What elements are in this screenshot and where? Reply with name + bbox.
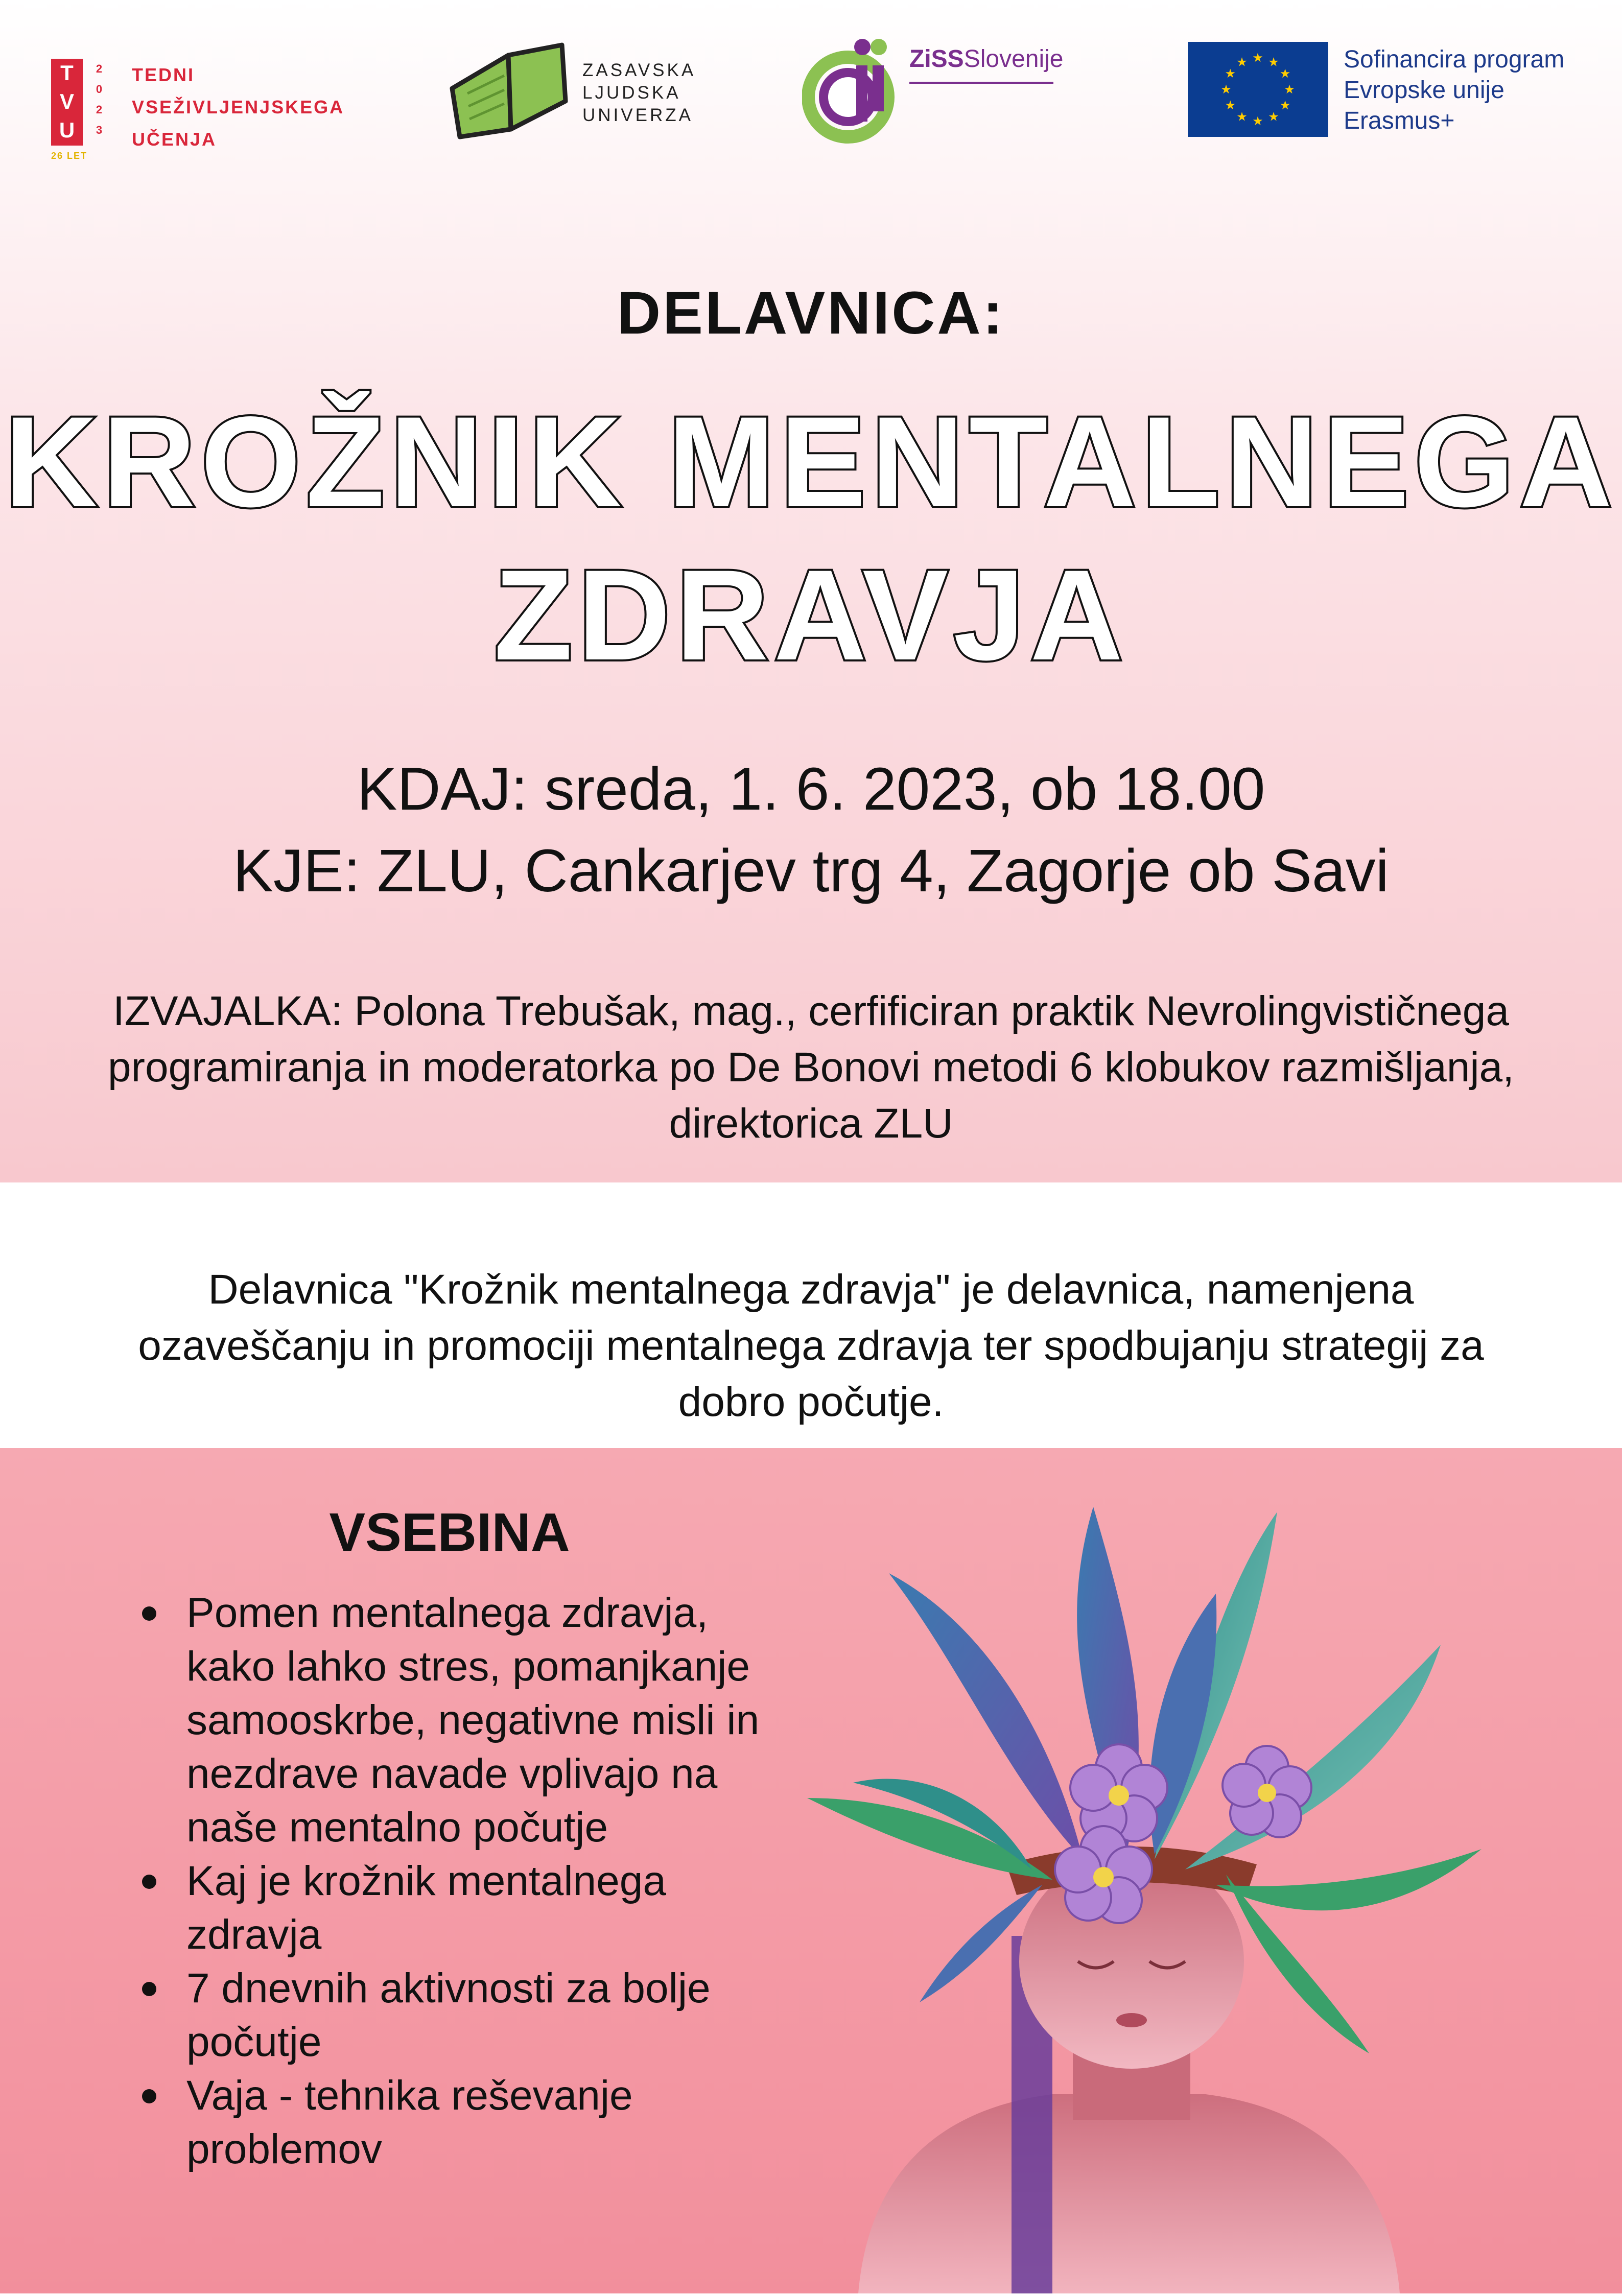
list-item: Kaj je krožnik mentalnega zdravja <box>138 1854 792 1961</box>
content-title: VSEBINA <box>329 1502 570 1563</box>
event-details <box>0 748 1622 912</box>
eu-star-icon: ★ <box>1236 110 1248 124</box>
workshop-title-line2: ZDRAVJA <box>493 543 1129 687</box>
eu-star-icon: ★ <box>1268 110 1279 124</box>
eu-star-icon: ★ <box>1284 83 1295 97</box>
ziss-underline <box>909 82 1053 84</box>
eu-star-icon: ★ <box>1279 99 1291 112</box>
list-item: 7 dnevnih aktivnosti za bolje počutje <box>138 1961 792 2069</box>
list-item: Pomen mentalnega zdravja, kako lahko stres, pomanjkanje samooskrbe, negativne misli in nezdrave navade vplivajo na naše mentalno počutje <box>138 1586 792 1854</box>
tvu-logo <box>51 59 368 161</box>
list-item: Vaja - tehnika reševanje problemov <box>138 2069 792 2176</box>
eu-star-icon: ★ <box>1236 55 1248 69</box>
eu-flag-icon <box>1188 42 1328 137</box>
tvu-logo-text: TEDNI VSEŽIVLJENJSKEGA UČENJA <box>132 64 345 150</box>
eu-star-icon: ★ <box>1220 83 1232 97</box>
workshop-title <box>0 386 1622 692</box>
plant-head-illustration <box>766 1379 1497 2293</box>
workshop-label: DELAVNICA: <box>617 279 1005 347</box>
tvu-badge: T V U <box>51 59 83 146</box>
ziss-logo <box>802 36 1109 148</box>
instructor-info: IZVAJALKA: Polona Trebušak, mag., cerfificiran praktik Nevrolingvističnega programiranja in moderatorka po De Bonovi metodi 6 klobukov razmišljanja, direktorica ZLU <box>108 988 1514 1147</box>
workshop-title-line1: KROŽNIK MENTALNEGA <box>4 390 1618 534</box>
eu-star-icon: ★ <box>1225 67 1236 81</box>
content-list <box>138 1586 792 2176</box>
event-when: KDAJ: sreda, 1. 6. 2023, ob 18.00 <box>357 755 1265 823</box>
workshop-description: Delavnica "Krožnik mentalnega zdravja" je delavnica, namenjena ozaveščanju in promociji mentalnega zdravja ter spodbujanju strategij za dobro počutje. <box>138 1266 1484 1425</box>
eu-cofunding-text: Sofinancira program Evropske unije Erasmus+ <box>1344 46 1565 134</box>
event-where: KJE: ZLU, Cankarjev trg 4, Zagorje ob Savi <box>233 837 1389 905</box>
eu-star-icon: ★ <box>1252 114 1263 128</box>
open-book-icon <box>447 40 570 142</box>
eu-erasmus-logo <box>1188 42 1612 144</box>
eu-star-icon: ★ <box>1279 67 1291 81</box>
zlu-logo <box>447 40 713 142</box>
ziss-logo-text: ZiSSSlovenije <box>909 45 1064 73</box>
eu-star-icon: ★ <box>1268 55 1279 69</box>
tvu-years: 2 0 2 3 <box>96 62 103 136</box>
ziss-emblem-icon <box>802 36 899 148</box>
eu-star-icon: ★ <box>1252 51 1263 65</box>
tvu-anniversary: 26 LET <box>51 151 88 161</box>
zlu-logo-text: ZASAVSKA LJUDSKA UNIVERZA <box>582 60 696 125</box>
eu-star-icon: ★ <box>1225 99 1236 112</box>
